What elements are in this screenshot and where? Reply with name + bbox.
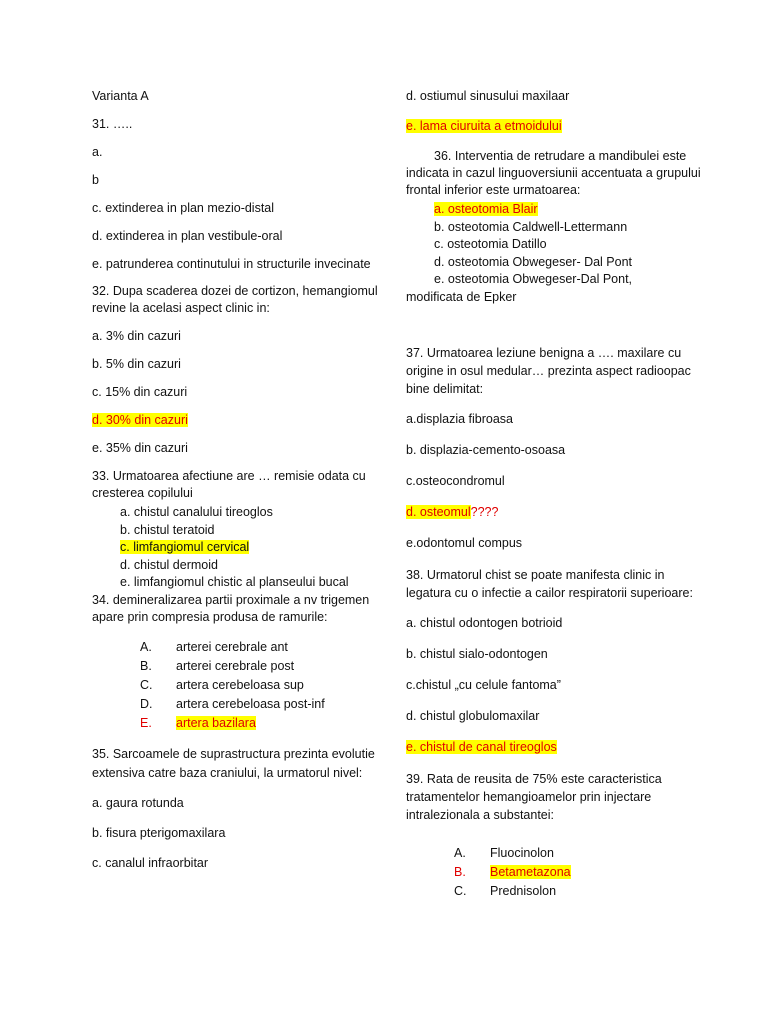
q39-option-a: A. Fluocinolon [454, 845, 554, 860]
q36-answer-highlight: a. osteotomia Blair [434, 202, 538, 216]
q38-option-d: d. chistul globulomaxilar [406, 708, 540, 723]
q36-option-d: d. osteotomia Obwegeser- Dal Pont [434, 254, 633, 269]
q37-question-marks: ???? [470, 504, 499, 519]
q34-option-a: A. arterei cerebrale ant [140, 639, 288, 654]
q39-question: 39. Rata de reusita de 75% este caracteristica tratamentelor hemangioamelor prin injectare intralezionala a substantei: [406, 771, 662, 822]
q32-option-b: b. 5% din cazuri [92, 357, 181, 371]
q31-option-d: d. extinderea in plan vestibule-oral [92, 229, 283, 243]
q34-option-d: D. artera cerebeloasa post-inf [140, 696, 325, 711]
q37-option-c: c.osteocondromul [406, 473, 505, 488]
q39-options [406, 844, 706, 901]
q33-option-b: b. chistul teratoid [120, 522, 215, 537]
q38-option-e [406, 739, 706, 756]
q35-option-e [406, 118, 706, 135]
q37-question: 37. Urmatoarea leziune benigna a …. maxilare cu origine in osul medular… prezinta aspect radioopac bine delimitat: [406, 345, 691, 396]
q31-option-e: e. patrunderea continutului in structurile invecinate [92, 257, 371, 271]
q35-question: 35. Sarcoamele de suprastructura prezinta evolutie extensiva catre baza craniului, la urmatorul nivel: [92, 746, 375, 780]
q37-option-b: b. displazia-cemento-osoasa [406, 442, 566, 457]
q33-option-e: e. limfangiomul chistic al planseului bucal [120, 575, 349, 589]
q31-option-a: a. [92, 145, 103, 159]
q33-option-a: a. chistul canalului tireoglos [120, 505, 273, 519]
q37-option-d [406, 504, 706, 521]
q38-answer-highlight: e. chistul de canal tireoglos [406, 739, 557, 754]
q36-option-c: c. osteotomia Datillo [434, 237, 547, 251]
variant-title: Varianta A [92, 89, 149, 103]
q34-option-e: E. artera bazilara [140, 715, 256, 730]
q38-option-b: b. chistul sialo-odontogen [406, 646, 548, 661]
q37-answer-highlight: d. osteomul [406, 504, 471, 519]
q36-option-e-continued: modificata de Epker [406, 289, 517, 304]
q35-option-b: b. fisura pterigomaxilara [92, 825, 226, 840]
q39-option-c: C. Prednisolon [454, 883, 557, 898]
q31-question: 31. ….. [92, 117, 133, 131]
q33-option-c [92, 539, 382, 557]
q32-option-d [92, 412, 382, 429]
q33-question: 33. Urmatoarea afectiune are … remisie odata cu cresterea copilului [92, 469, 366, 500]
q33-answer-highlight: c. limfangiomul cervical [120, 540, 250, 554]
q38-question: 38. Urmatorul chist se poate manifesta clinic in legatura cu o infectie a cailor respiratorii superioare: [406, 567, 693, 600]
q34-question: 34. demineralizarea partii proximale a nv trigemen apare prin compresia produsa de ramurile: [92, 592, 370, 624]
q35-answer-highlight: e. lama ciuruita a etmoidului [406, 119, 562, 133]
q34-answer-highlight: artera bazilara [176, 715, 256, 730]
q32-option-a: a. 3% din cazuri [92, 329, 181, 343]
q32-option-e: e. 35% din cazuri [92, 441, 188, 455]
q34-option-c: C. artera cerebeloasa sup [140, 677, 304, 692]
q34-options [92, 638, 382, 733]
q37-option-a: a.displazia fibroasa [406, 411, 514, 426]
q37-option-e: e.odontomul compus [406, 535, 523, 550]
left-column [92, 88, 382, 872]
q36-option-b: b. osteotomia Caldwell-Lettermann [434, 219, 628, 234]
q36-question: 36. Interventia de retrudare a mandibulei este indicata in cazul linguoversiunii accentuata a grupului frontal inferior este urmatoarea: [406, 149, 701, 197]
q38-option-a: a. chistul odontogen botrioid [406, 615, 563, 630]
q31-option-c: c. extinderea in plan mezio-distal [92, 201, 275, 215]
right-column [406, 88, 706, 901]
q36-option-a [406, 201, 706, 219]
q38-option-c: c.chistul „cu celule fantoma” [406, 677, 561, 692]
q39-option-b: B. Betametazona [454, 864, 571, 879]
q33-option-d: d. chistul dermoid [120, 557, 218, 572]
q35-option-c: c. canalul infraorbitar [92, 855, 209, 870]
q34-option-b: B. arterei cerebrale post [140, 658, 295, 673]
q32-option-c: c. 15% din cazuri [92, 385, 188, 399]
q36-option-e: e. osteotomia Obwegeser-Dal Pont, [434, 272, 633, 286]
q32-question: 32. Dupa scaderea dozei de cortizon, hemangiomul revine la acelasi aspect clinic in: [92, 284, 378, 315]
q35-option-a: a. gaura rotunda [92, 795, 184, 810]
q31-option-b: b [92, 173, 99, 187]
q32-answer-highlight: d. 30% din cazuri [92, 413, 188, 427]
q35-option-d: d. ostiumul sinusului maxilaar [406, 89, 570, 103]
q39-answer-highlight: Betametazona [490, 864, 571, 879]
